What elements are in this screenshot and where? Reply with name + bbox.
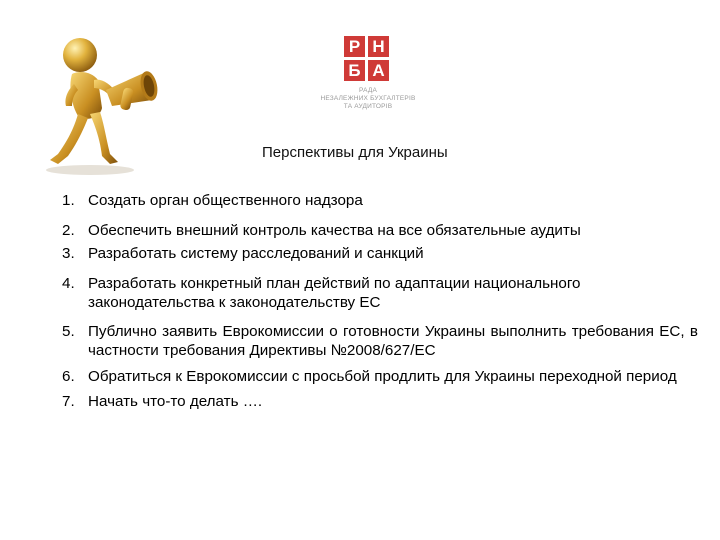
- list-item: [62, 392, 698, 412]
- list-item: [62, 244, 698, 264]
- logo-letter: Н: [368, 36, 389, 57]
- list-item: [62, 367, 698, 387]
- item-text: Начать что-то делать ….: [88, 393, 263, 410]
- item-text: Обратиться к Еврокомиссии с просьбой продлить для Украины переходной период: [88, 367, 677, 385]
- logo-subtitle-line: РАДА: [359, 87, 377, 94]
- item-number: 7.: [62, 393, 75, 410]
- item-number: 1.: [62, 192, 75, 209]
- golden-figure-with-megaphone-icon: [28, 28, 178, 178]
- logo-letter: Б: [344, 60, 365, 81]
- organization-logo: [320, 36, 423, 111]
- logo-letters: [344, 36, 423, 81]
- logo-subtitle-line: НЕЗАЛЕЖНИХ БУХГАЛТЕРІВ: [320, 95, 416, 102]
- slide-title: Перспективы для Украины: [262, 144, 448, 161]
- item-text: Создать орган общественного надзора: [88, 192, 363, 209]
- logo-letter: Р: [344, 36, 365, 57]
- item-number: 3.: [62, 245, 75, 262]
- item-number: 5.: [62, 322, 75, 340]
- list-item: [62, 274, 698, 313]
- list-item: [62, 191, 698, 211]
- item-number: 6.: [62, 367, 75, 385]
- item-text: Разработать систему расследований и санкций: [88, 245, 424, 262]
- list-item: [62, 221, 698, 241]
- logo-subtitle-line: ТА АУДИТОРІВ: [343, 103, 393, 110]
- item-number: 2.: [62, 221, 75, 239]
- item-text: Обеспечить внешний контроль качества на все обязательные аудиты: [88, 221, 581, 239]
- action-list: [62, 191, 698, 412]
- item-text: Разработать конкретный план действий по адаптации национального законодательства к законодательству ЕС: [88, 274, 581, 311]
- list-item: [62, 322, 698, 361]
- logo-letter: А: [368, 60, 389, 81]
- item-number: 4.: [62, 274, 75, 292]
- logo-subtitle: [313, 87, 423, 111]
- item-text: Публично заявить Еврокомиссии о готовности Украины выполнить требования ЕС, в частности требования Директивы №2008/627/ЕС: [88, 322, 698, 359]
